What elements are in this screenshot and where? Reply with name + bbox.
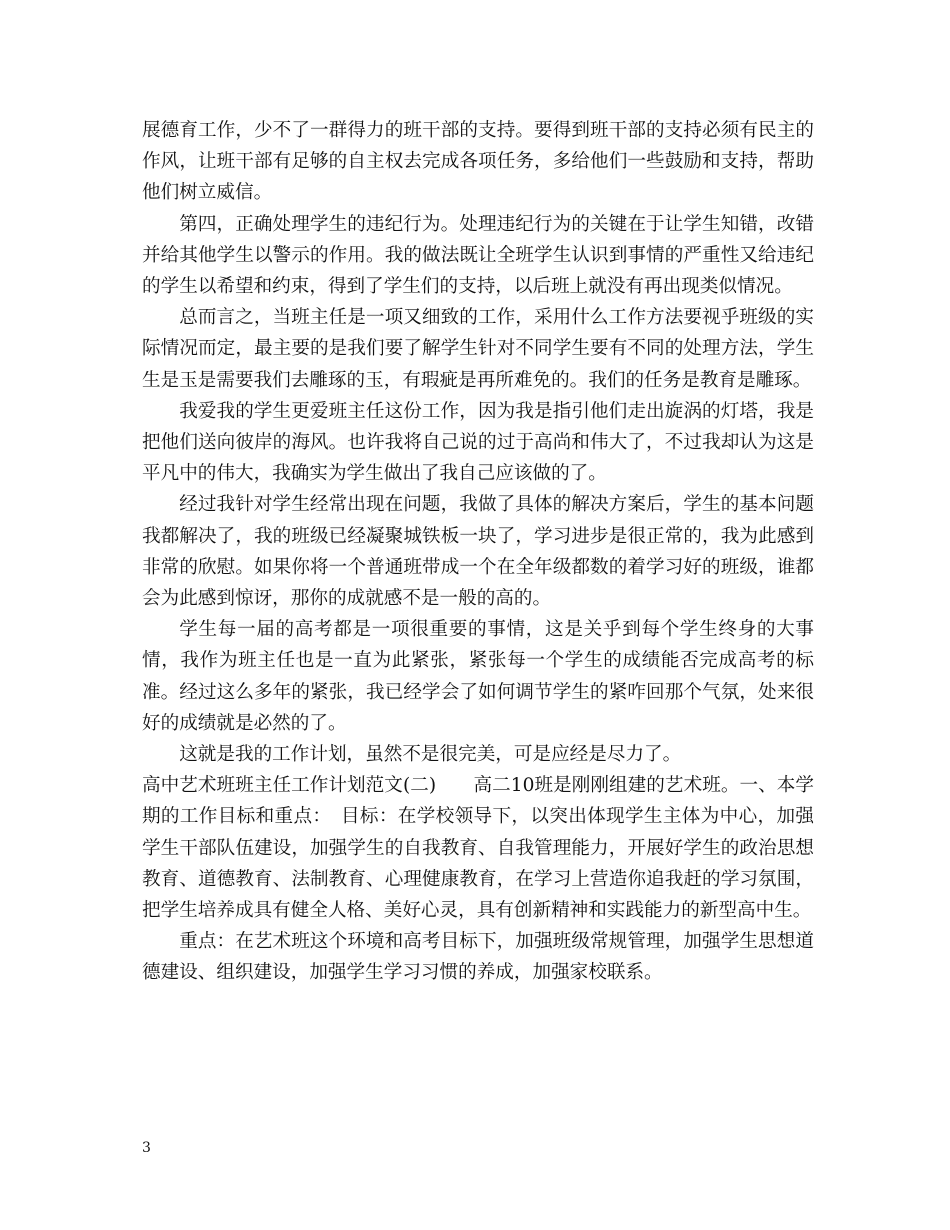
paragraph: 展德育工作，少不了一群得力的班干部的支持。要得到班干部的支持必须有民主的作风，让班干部有足够的自主权去完成各项任务，多给他们一些鼓励和支持，帮助他们树立威信。 [142, 120, 814, 204]
paragraph: 总而言之，当班主任是一项又细致的工作，采用什么工作方法要视乎班级的实际情况而定，最主要的是我们要了解学生针对不同学生要有不同的处理方法，学生生是玉是需要我们去雕琢的玉，有瑕疵是再所难免的。我们的任务是教育是雕琢。 [142, 307, 814, 391]
document-body [142, 115, 814, 989]
paragraph: 我爱我的学生更爱班主任这份工作，因为我是指引他们走出旋涡的灯塔，我是把他们送向彼岸的海风。也许我将自己说的过于高尚和伟大了，不过我却认为这是平凡中的伟大，我确实为学生做出了我自己应该做的了。 [142, 400, 814, 485]
paragraph: 学生每一届的高考都是一项很重要的事情，这是关乎到每个学生终身的大事情，我作为班主任也是一直为此紧张，紧张每一个学生的成绩能否完成高考的标准。经过这么多年的紧张，我已经学会了如何调节学生的紧咋回那个气氛，处来很好的成绩就是必然的了。 [142, 619, 814, 734]
page-number: 3 [142, 1140, 151, 1156]
paragraph: 这就是我的工作计划，虽然不是很完美，可是应经是尽力了。 [179, 744, 682, 766]
paragraph: 高中艺术班班主任工作计划范文(二) 高二10班是刚刚组建的艺术班。一、本学期的工作目标和重点： 目标：在学校领导下，以突出体现学生主体为中心，加强学生干部队伍建设，加强学生的自我教育、自我管理能力，开展好学生的政治思想教育、道德教育、法制教育、心理健康教育，在学习上营造你追我赶的学习氛围，把学生培养成具有健全人格、美好心灵，具有创新精神和实践能力的新型高中生。 [142, 775, 814, 922]
paragraph: 经过我针对学生经常出现在问题，我做了具体的解决方案后，学生的基本问题我都解决了，我的班级已经凝聚城铁板一块了，学习进步是很正常的，我为此感到非常的欣慰。如果你将一个普通班带成一个在全年级都数的着学习好的班级，谁都会为此感到惊讶，那你的成就感不是一般的高的。 [142, 494, 814, 610]
paragraph: 重点：在艺术班这个环境和高考目标下，加强班级常规管理，加强学生思想道德建设、组织建设，加强学生学习习惯的养成，加强家校联系。 [142, 931, 814, 984]
paragraph: 第四，正确处理学生的违纪行为。处理违纪行为的关键在于让学生知错，改错并给其他学生以警示的作用。我的做法既让全班学生认识到事情的严重性又给违纪的学生以希望和约束，得到了学生们的支持，以后班上就没有再出现类似情况。 [142, 213, 814, 298]
